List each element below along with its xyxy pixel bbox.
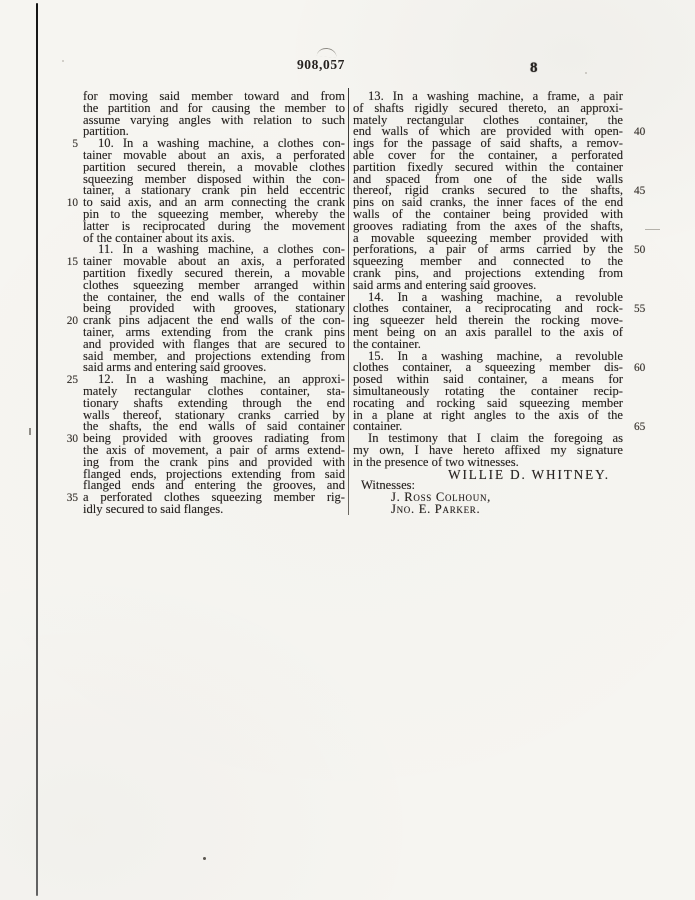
text-line: In testimony that I claim the foregoing as <box>368 431 623 446</box>
scan-speck <box>585 72 587 74</box>
text-line: partition fixedly secured therein, a movable <box>83 265 345 280</box>
text-line: ment being on an axis parallel to the axis of <box>353 324 623 339</box>
text-line: a movable squeezing member provided with <box>353 230 623 245</box>
line-number: 45 <box>634 185 646 198</box>
text-line: clothes container, a reciprocating and rock- <box>353 301 623 316</box>
text-line: 15. In a washing machine, a revoluble <box>368 348 623 363</box>
scan-speck <box>29 428 31 435</box>
text-line: 13. In a washing machine, a frame, a pair <box>368 89 623 103</box>
text-line: pin to the squeezing member, whereby the <box>83 206 345 221</box>
right-column <box>353 91 660 516</box>
column-divider <box>348 88 349 515</box>
text-line: tainer, arms extending from the crank pins <box>83 324 345 339</box>
text-line: flanged ends and entering the grooves, and <box>83 478 345 493</box>
text-line: posed within said container, a means for <box>353 372 623 387</box>
text-line: 11. In a washing machine, a clothes con- <box>98 242 345 257</box>
line-number: 30 <box>66 433 78 446</box>
text-line: simultaneously rotating the container recip- <box>353 383 623 398</box>
text-line: squeezing member disposed within the con- <box>83 171 345 186</box>
text-line: mately rectangular clothes container, the <box>353 112 623 127</box>
text-line: walls thereof, stationary cranks carried by <box>83 407 345 422</box>
scan-speck <box>645 229 660 230</box>
text-line: assume varying angles with relation to such <box>83 112 345 127</box>
text-line: to said axis, and an arm connecting the crank <box>83 195 345 210</box>
text-line: said member, and projections extending from <box>83 348 345 363</box>
text-line: mately rectangular clothes container, sta- <box>83 383 345 398</box>
text-line: able cover for the container, a perforated <box>353 147 623 162</box>
text-line: 12. In a washing machine, an approxi- <box>98 372 345 387</box>
text-line: of shafts rigidly secured thereto, an approxi- <box>353 100 623 115</box>
line-number: 40 <box>634 126 646 139</box>
text-line: 10. In a washing machine, a clothes con- <box>98 136 345 151</box>
text-line: grooves radiating from the axes of the shafts, <box>353 218 623 233</box>
text-line: J. Ross Colhoun, <box>391 490 491 505</box>
text-line: partition. <box>83 124 129 139</box>
text-line-row <box>353 501 660 516</box>
line-number: 65 <box>634 421 646 434</box>
text-line: idly secured to said flanges. <box>83 501 224 516</box>
text-line: tainer, a stationary crank pin held eccentric <box>83 183 345 198</box>
text-line: tionary shafts extending through the end <box>83 395 345 410</box>
text-line: tainer movable about an axis, a perforated <box>83 254 345 269</box>
line-number: 35 <box>66 492 78 505</box>
text-line: the partition and for causing the member to <box>83 100 345 115</box>
text-line: being provided with grooves radiating from <box>83 431 345 446</box>
text-line: said arms and entering said grooves. <box>83 360 267 375</box>
text-line: latter is reciprocated during the movement <box>83 218 345 233</box>
text-line: the axis of movement, a pair of arms extend- <box>83 442 345 457</box>
text-line: WILLIE D. WHITNEY. <box>448 466 610 482</box>
text-line: partition fixedly secured within the container <box>353 159 623 174</box>
text-line: the container. <box>353 336 421 351</box>
line-number: 25 <box>66 374 78 387</box>
text-line: the shafts, the end walls of said container <box>83 419 345 434</box>
page-number: 8 <box>530 60 538 76</box>
text-line: clothes container, a squeezing member dis- <box>353 360 623 375</box>
text-line: rocating and rocking said squeezing member <box>353 395 623 410</box>
text-line: pins on said cranks, the inner faces of the end <box>353 195 623 210</box>
text-line: clothes squeezing member arranged within <box>83 277 345 292</box>
text-line: in a plane at right angles to the axis of the <box>353 407 623 422</box>
text-line: walls of the container being provided with <box>353 206 623 221</box>
text-line: for moving said member toward and from <box>83 89 345 103</box>
text-line: being provided with grooves, stationary <box>83 301 345 316</box>
text-line: my own, I have hereto affixed my signature <box>353 442 623 457</box>
text-line: container. <box>353 419 403 434</box>
text-line: of the container about its axis. <box>83 230 235 245</box>
text-line: end walls of which are provided with open- <box>353 124 623 139</box>
text-line: a perforated clothes squeezing member rig- <box>83 490 345 505</box>
text-line: in the presence of two witnesses. <box>353 454 519 469</box>
page-edge-scan-line <box>36 3 38 896</box>
text-line: ing from the crank pins and provided with <box>83 454 345 469</box>
text-line: and provided with flanges that are secured to <box>83 336 345 351</box>
line-number: 15 <box>66 256 78 269</box>
text-line: partition secured therein, a movable clothes <box>83 159 345 174</box>
left-column <box>56 91 345 516</box>
text-line-row <box>56 501 345 516</box>
patent-number: 908,057 <box>296 57 346 72</box>
text-line: thereof, rigid cranks secured to the shafts, <box>353 183 623 198</box>
text-line: ings for the passage of said shafts, a remov- <box>353 136 623 151</box>
text-line: crank pins adjacent the end walls of the con- <box>83 313 345 328</box>
line-number: 60 <box>634 362 646 375</box>
text-line: tainer movable about an axis, a perforated <box>83 147 345 162</box>
text-line: and spaced from one of the side walls <box>353 171 623 186</box>
line-number: 5 <box>72 138 78 151</box>
scan-speck <box>62 60 64 62</box>
text-line: Witnesses: <box>361 478 416 493</box>
line-number: 50 <box>634 244 646 257</box>
text-line: said arms and entering said grooves. <box>353 277 537 292</box>
line-number: 55 <box>634 303 646 316</box>
line-number: 10 <box>66 197 78 210</box>
scan-artifact-curve <box>317 47 338 58</box>
line-number: 20 <box>66 315 78 328</box>
text-line: crank pins, and projections extending from <box>353 265 623 280</box>
text-line: squeezing member and connected to the <box>353 254 623 269</box>
scan-speck <box>203 857 206 860</box>
text-line: Jno. E. Parker. <box>391 501 481 516</box>
text-line: perforations, a pair of arms carried by the <box>353 242 623 257</box>
text-line: flanged ends, projections extending from said <box>83 466 345 481</box>
text-line: the container, the end walls of the container <box>83 289 345 304</box>
text-line: 14. In a washing machine, a revoluble <box>368 289 623 304</box>
text-line: ing squeezer held therein the rocking move- <box>353 313 623 328</box>
